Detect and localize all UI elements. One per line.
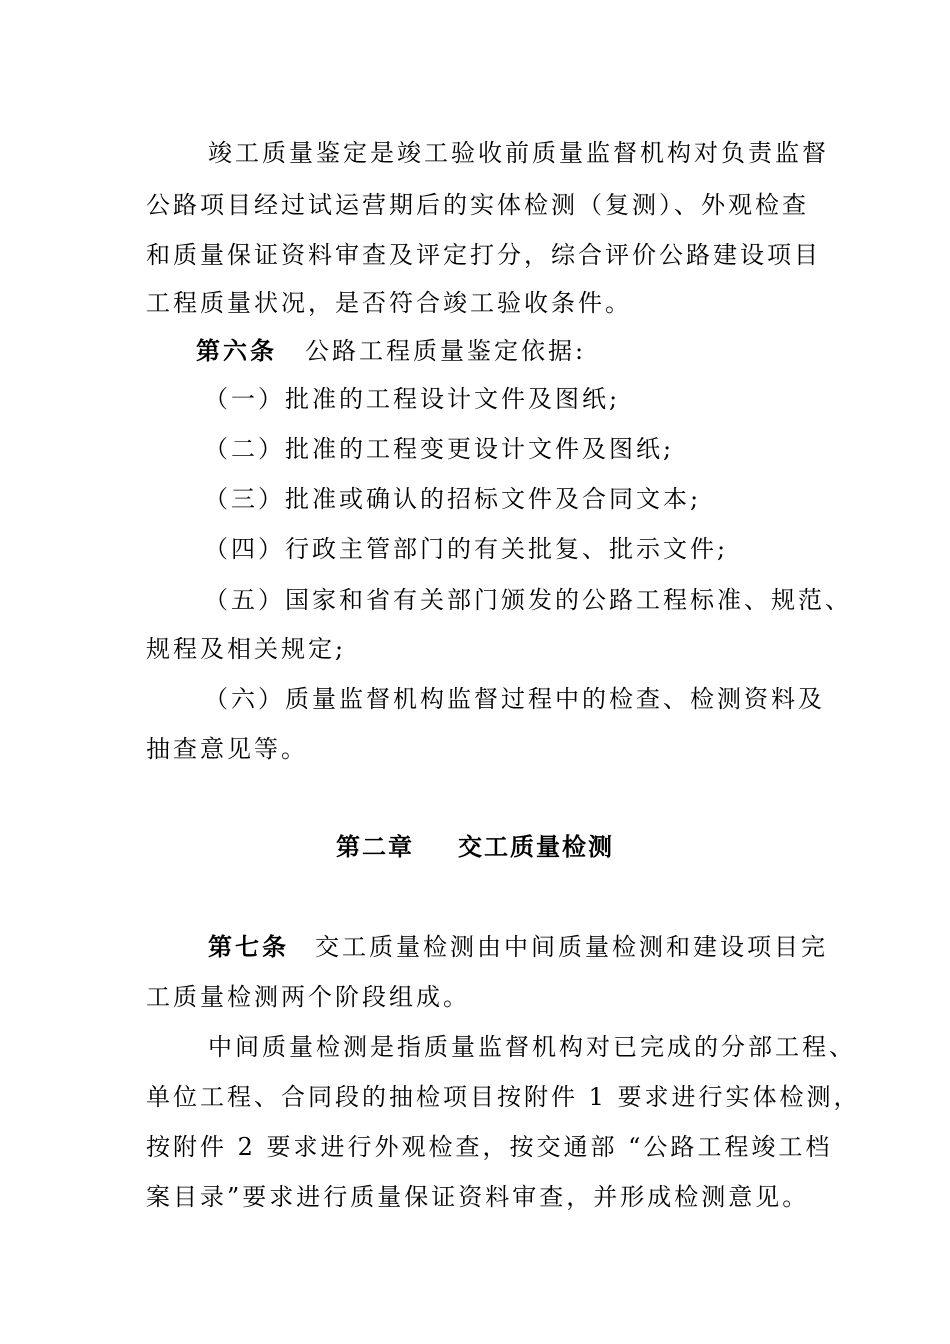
chapter-title: 交工质量检测 <box>458 832 614 861</box>
paragraph-line: 工质量检测两个阶段组成。 <box>146 983 470 1011</box>
paragraph-line: 工程质量状况，是否符合竣工验收条件。 <box>146 289 632 317</box>
paragraph-line: 案目录”要求进行质量保证资料审查，并形成检测意见。 <box>146 1183 810 1211</box>
article-label: 第七条 <box>208 932 289 961</box>
chapter-heading <box>0 832 950 862</box>
article-text: 交工质量检测由中间质量检测和建设项目完 <box>315 933 828 961</box>
paragraph-line: 单位工程、合同段的抽检项目按附件 1 要求进行实体检测， <box>146 1083 861 1111</box>
article-7 <box>208 932 828 962</box>
chapter-number: 第二章 <box>336 832 414 861</box>
list-item: （五）国家和省有关部门颁发的公路工程标准、规范、 <box>204 586 852 614</box>
list-item: （六）质量监督机构监督过程中的检查、检测资料及 <box>204 685 825 713</box>
list-item-continuation: 规程及相关规定; <box>146 635 347 663</box>
article-text: 公路工程质量鉴定依据: <box>305 337 587 365</box>
article-label: 第六条 <box>196 336 277 365</box>
paragraph-line: 和质量保证资料审查及评定打分，综合评价公路建设项目 <box>146 241 821 269</box>
list-item-continuation: 抽查意见等。 <box>146 735 308 763</box>
list-item: （一）批准的工程设计文件及图纸; <box>204 385 621 413</box>
list-item: （三）批准或确认的招标文件及合同文本; <box>204 485 702 513</box>
paragraph-line: 按附件 2 要求进行外观检查，按交通部 “公路工程竣工档 <box>146 1133 833 1161</box>
list-item: （二）批准的工程变更设计文件及图纸; <box>204 435 675 463</box>
paragraph-line: 公路项目经过试运营期后的实体检测（复测）、外观检查 <box>146 191 809 219</box>
list-item: （四）行政主管部门的有关批复、批示文件; <box>204 535 729 563</box>
paragraph-line: 竣工质量鉴定是竣工验收前质量监督机构对负责监督 <box>208 139 829 167</box>
paragraph-line: 中间质量检测是指质量监督机构对已完成的分部工程、 <box>208 1033 856 1061</box>
article-6 <box>196 336 586 366</box>
